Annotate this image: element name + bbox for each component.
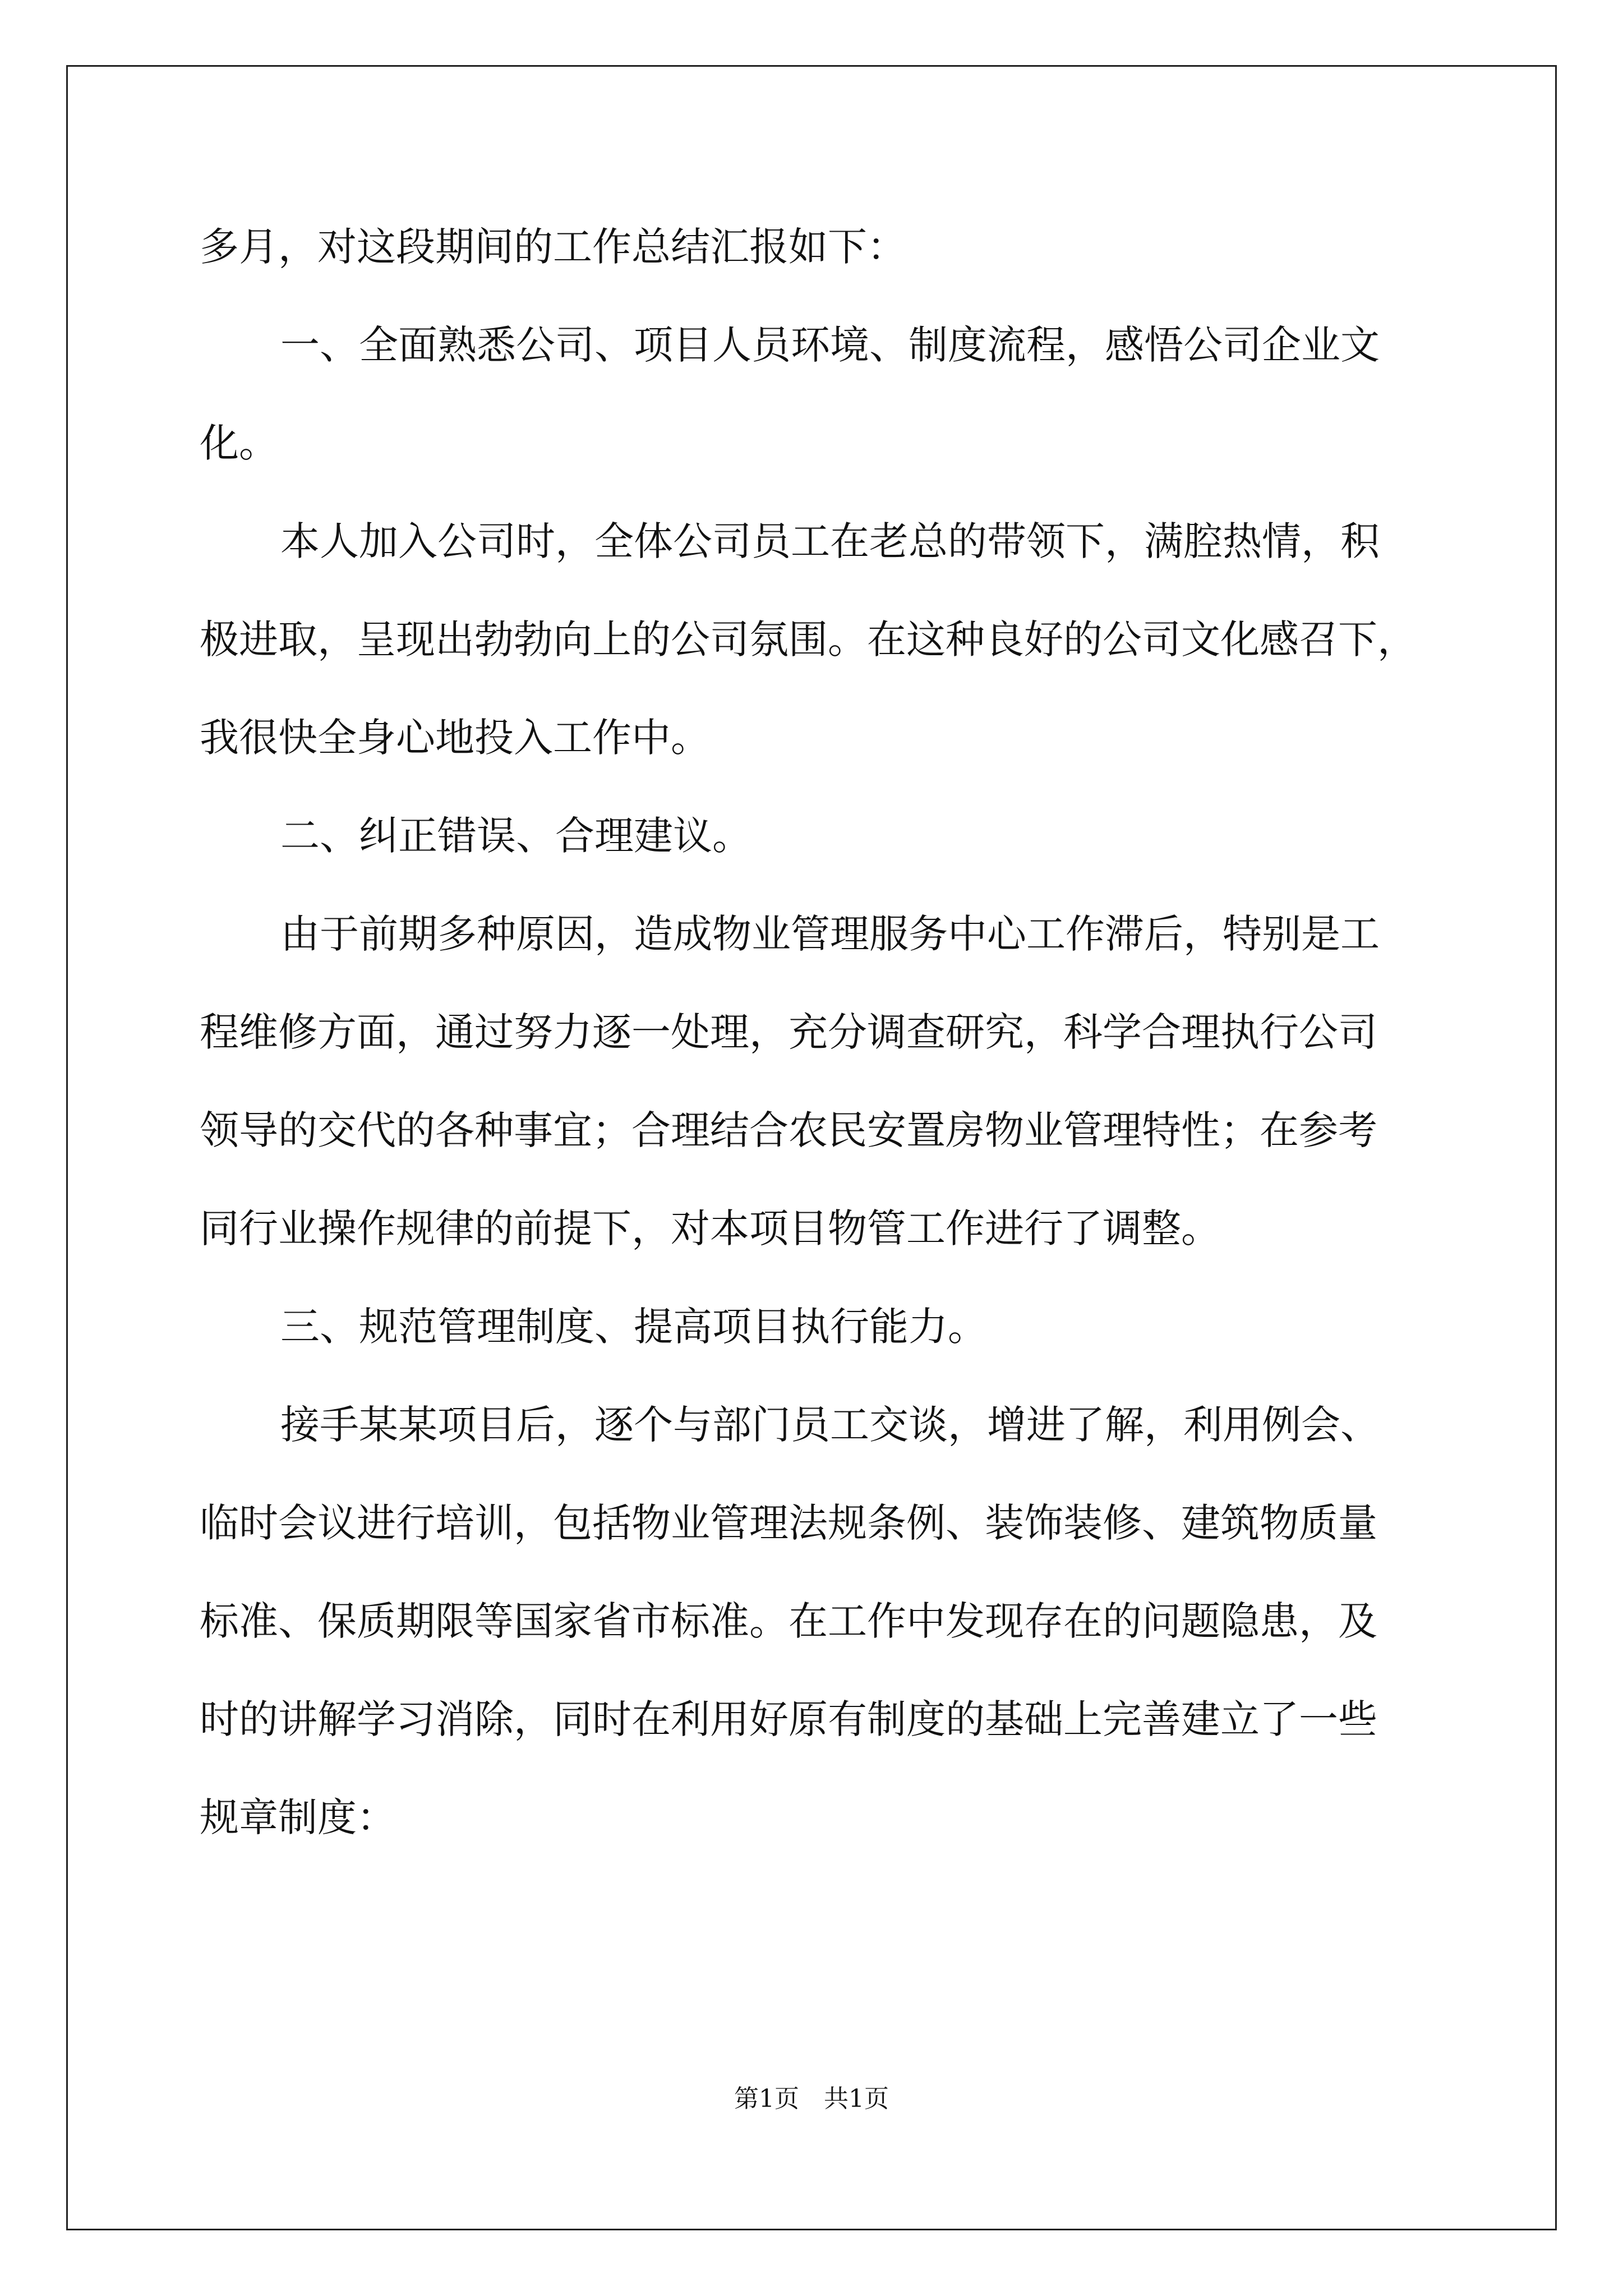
paragraph-line: 规章制度： — [200, 1795, 396, 1841]
text-line: 化。 — [200, 420, 278, 466]
paragraph-line: 程维修方面，通过努力逐一处理，充分调查研究，科学合理执行公司 — [200, 1009, 1377, 1055]
paragraph-line: 由于前期多种原因，造成物业管理服务中心工作滞后，特别是工 — [280, 911, 1380, 957]
paragraph-line: 接手某某项目后，逐个与部门员工交谈，增进了解，利用例会、 — [280, 1402, 1380, 1448]
section-heading: 二、纠正错误、合理建议。 — [280, 813, 751, 859]
paragraph-line: 标准、保质期限等国家省市标准。在工作中发现存在的问题隐患，及 — [200, 1598, 1377, 1644]
paragraph-line: 同行业操作规律的前提下，对本项目物管工作进行了调整。 — [200, 1205, 1220, 1251]
section-heading: 一、全面熟悉公司、项目人员环境、制度流程，感悟公司企业文 — [280, 322, 1380, 368]
text-line: 多月，对这段期间的工作总结汇报如下： — [200, 224, 906, 270]
paragraph-line: 临时会议进行培训，包括物业管理法规条例、装饰装修、建筑物质量 — [200, 1500, 1377, 1546]
paragraph-line: 极进取，呈现出勃勃向上的公司氛围。在这种良好的公司文化感召下， — [200, 616, 1417, 662]
paragraph-line: 时的讲解学习消除，同时在利用好原有制度的基础上完善建立了一些 — [200, 1696, 1377, 1742]
paragraph-line: 领导的交代的各种事宜；合理结合农民安置房物业管理特性；在参考 — [200, 1107, 1377, 1153]
paragraph-line: 我很快全身心地投入工作中。 — [200, 715, 710, 761]
page-number-footer: 第1页 共1页 — [734, 2085, 889, 2113]
paragraph-line: 本人加入公司时，全体公司员工在老总的带领下，满腔热情，积 — [280, 518, 1380, 564]
section-heading: 三、规范管理制度、提高项目执行能力。 — [280, 1304, 987, 1350]
